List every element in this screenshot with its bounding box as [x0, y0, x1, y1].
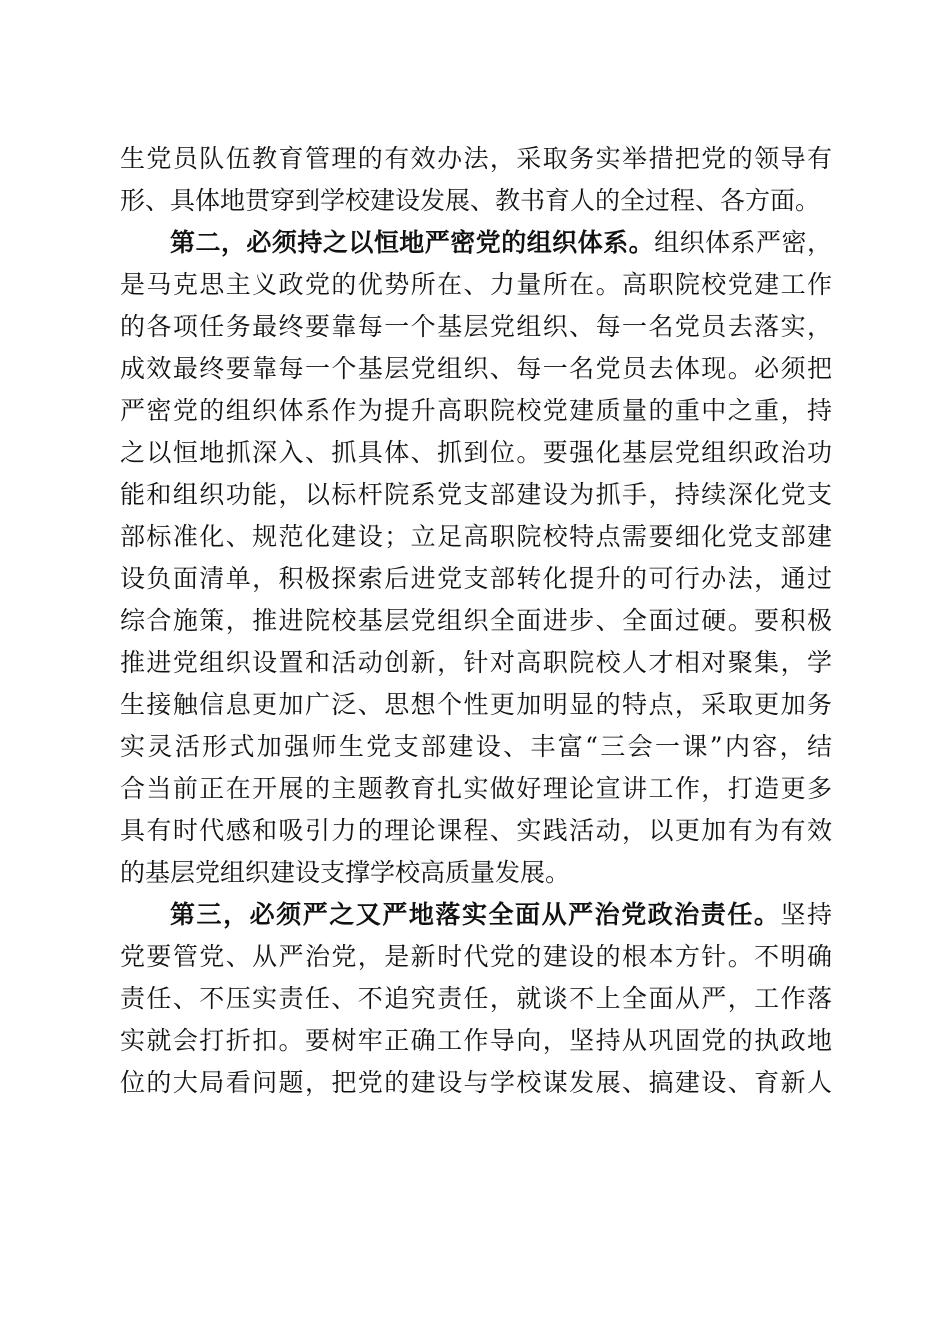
paragraph-line: 责任、不压实责任、不追究责任，就谈不上全面从严，工作落	[120, 984, 832, 1013]
paragraph-line: 之以恒地抓深入、抓具体、抓到位。要强化基层党组织政治功	[120, 438, 832, 467]
paragraph-line: 党要管党、从严治党，是新时代党的建设的根本方针。不明确	[120, 942, 832, 971]
paragraph-line: 能和组织功能，以标杆院系党支部建设为抓手，持续深化党支	[120, 480, 832, 509]
section-heading-third: 第三，必须严之又严地落实全面从严治党政治责任。	[170, 900, 781, 929]
paragraph-line: 推进党组织设置和活动创新，针对高职院校人才相对聚集，学	[120, 648, 832, 677]
paragraph-line: 实灵活形式加强师生党支部建设、丰富“三会一课”内容，结	[120, 732, 832, 761]
paragraph-line: 实就会打折扣。要树牢正确工作导向，坚持从巩固党的执政地	[120, 1026, 832, 1055]
paragraph-line: 部标准化、规范化建设；立足高职院校特点需要细化党支部建	[120, 522, 832, 551]
paragraph-line: 具有时代感和吸引力的理论课程、实践活动，以更加有为有效	[120, 816, 832, 845]
paragraph-line: 严密党的组织体系作为提升高职院校党建质量的重中之重，持	[120, 396, 832, 425]
paragraph-first-line	[120, 222, 832, 264]
paragraph-line: 位的大局看问题，把党的建设与学校谋发展、搞建设、育新人	[120, 1068, 832, 1097]
paragraph-line: 生接触信息更加广泛、思想个性更加明显的特点，采取更加务	[120, 690, 832, 719]
paragraph-line: 生党员队伍教育管理的有效办法，采取务实举措把党的领导有	[120, 144, 832, 173]
paragraph-line: 是马克思主义政党的优势所在、力量所在。高职院校党建工作	[120, 270, 832, 299]
paragraph-line: 综合施策，推进院校基层党组织全面进步、全面过硬。要积极	[120, 606, 832, 635]
paragraph-line: 的各项任务最终要靠每一个基层党组织、每一名党员去落实，	[120, 312, 832, 341]
paragraph-line: 合当前正在开展的主题教育扎实做好理论宣讲工作，打造更多	[120, 774, 832, 803]
paragraph-first-line	[120, 894, 832, 936]
paragraph-line: 形、具体地贯穿到学校建设发展、教书育人的全过程、各方面。	[120, 186, 821, 215]
paragraph-line: 设负面清单，积极探索后进党支部转化提升的可行办法，通过	[120, 564, 832, 593]
section-heading-second: 第二，必须持之以恒地严密党的组织体系。	[170, 228, 655, 257]
document-body	[120, 138, 832, 1104]
paragraph-text: 坚持	[780, 900, 832, 929]
paragraph-text: 组织体系严密，	[654, 228, 832, 257]
paragraph-line: 的基层党组织建设支撑学校高质量发展。	[120, 858, 571, 887]
paragraph-line: 成效最终要靠每一个基层党组织、每一名党员去体现。必须把	[120, 354, 832, 383]
